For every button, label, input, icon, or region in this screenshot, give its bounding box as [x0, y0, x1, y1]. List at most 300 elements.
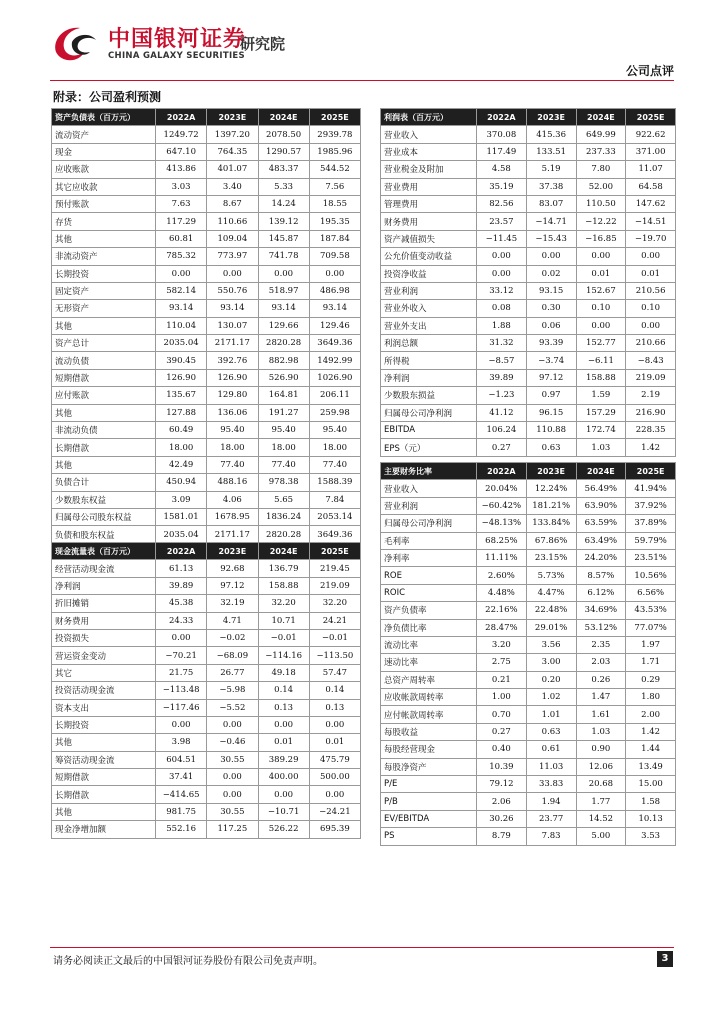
row-label: 应付帐款周转率	[381, 706, 477, 723]
table-row	[381, 317, 676, 334]
value-cell: −14.71	[526, 213, 576, 230]
report-type: 公司点评	[625, 64, 674, 78]
row-label: 长期借款	[52, 439, 156, 456]
value-cell: 126.90	[207, 369, 258, 386]
value-cell: 33.83	[526, 776, 576, 793]
row-label: 资产负债率	[381, 602, 477, 619]
row-label: 营业成本	[381, 143, 477, 160]
value-cell: 401.07	[207, 161, 258, 178]
table-row	[52, 769, 361, 786]
row-label: 其他	[52, 456, 156, 473]
value-cell: 544.52	[309, 161, 360, 178]
table-row	[381, 248, 676, 265]
value-cell: 0.30	[526, 300, 576, 317]
table-title-cell: 资产负债表（百万元）	[52, 109, 156, 126]
value-cell: 63.49%	[576, 532, 626, 549]
value-cell: 1.77	[576, 793, 626, 810]
value-cell: 709.58	[309, 248, 360, 265]
value-cell: 3.40	[207, 178, 258, 195]
value-cell: 133.84%	[526, 515, 576, 532]
value-cell: 11.03	[526, 758, 576, 775]
value-cell: 15.00	[626, 776, 676, 793]
table-row	[52, 248, 361, 265]
value-cell: 3.03	[156, 178, 207, 195]
year-header-cell: 2024E	[258, 109, 309, 126]
row-label: 无形资产	[52, 300, 156, 317]
value-cell: 978.38	[258, 474, 309, 491]
value-cell: 0.00	[526, 248, 576, 265]
value-cell: 11.11%	[477, 549, 527, 566]
value-cell: 21.75	[156, 664, 207, 681]
value-cell: 106.24	[477, 422, 527, 439]
value-cell: 2078.50	[258, 126, 309, 143]
table-row	[52, 456, 361, 473]
balance-sheet-table	[51, 108, 361, 544]
row-label: 固定资产	[52, 282, 156, 299]
value-cell: 95.40	[207, 422, 258, 439]
value-cell: 370.08	[477, 126, 527, 143]
value-cell: 2035.04	[156, 526, 207, 543]
table-row	[381, 532, 676, 549]
row-label: 营业费用	[381, 178, 477, 195]
value-cell: −24.21	[309, 803, 360, 820]
value-cell: 8.57%	[576, 567, 626, 584]
row-label: P/B	[381, 793, 477, 810]
table-row	[381, 439, 676, 456]
table-row	[52, 422, 361, 439]
disclaimer-text: 请务必阅读正文最后的中国银河证券股份有限公司免责声明。	[53, 956, 323, 967]
value-cell: 93.14	[207, 300, 258, 317]
value-cell: 77.40	[207, 456, 258, 473]
value-cell: 389.29	[258, 751, 309, 768]
value-cell: −5.98	[207, 682, 258, 699]
row-label: 现金净增加额	[52, 821, 156, 838]
value-cell: 96.15	[526, 404, 576, 421]
row-label: 每股经营现金	[381, 741, 477, 758]
value-cell: 550.76	[207, 282, 258, 299]
value-cell: 33.12	[477, 282, 527, 299]
table-row	[52, 265, 361, 282]
value-cell: −113.48	[156, 682, 207, 699]
value-cell: 117.29	[156, 213, 207, 230]
value-cell: 2171.17	[207, 335, 258, 352]
table-row	[52, 317, 361, 334]
value-cell: 475.79	[309, 751, 360, 768]
value-cell: 0.97	[526, 387, 576, 404]
value-cell: 1.61	[576, 706, 626, 723]
row-label: PS	[381, 828, 477, 845]
row-label: 财务费用	[381, 213, 477, 230]
value-cell: 1.42	[626, 723, 676, 740]
value-cell: 126.90	[156, 369, 207, 386]
value-cell: 0.90	[576, 741, 626, 758]
institute-label: 研究院	[240, 35, 286, 53]
value-cell: 22.16%	[477, 602, 527, 619]
row-label: EPS（元）	[381, 439, 477, 456]
table-row	[52, 491, 361, 508]
value-cell: 42.49	[156, 456, 207, 473]
table-row	[52, 612, 361, 629]
value-cell: −11.45	[477, 230, 527, 247]
row-label: 资产减值损失	[381, 230, 477, 247]
value-cell: 11.07	[626, 161, 676, 178]
value-cell: −8.57	[477, 352, 527, 369]
row-label: 营业外收入	[381, 300, 477, 317]
value-cell: 216.90	[626, 404, 676, 421]
table-row	[381, 335, 676, 352]
value-cell: 172.74	[576, 422, 626, 439]
value-cell: 145.87	[258, 230, 309, 247]
value-cell: 0.40	[477, 741, 527, 758]
table-row	[52, 404, 361, 421]
table-row	[52, 751, 361, 768]
value-cell: 0.10	[576, 300, 626, 317]
table-row	[52, 195, 361, 212]
row-label: 其他	[52, 317, 156, 334]
value-cell: 6.12%	[576, 584, 626, 601]
value-cell: 1290.57	[258, 143, 309, 160]
value-cell: 2.06	[477, 793, 527, 810]
value-cell: 195.35	[309, 213, 360, 230]
year-header-cell: 2022A	[477, 463, 527, 480]
value-cell: 77.40	[258, 456, 309, 473]
value-cell: 0.00	[477, 248, 527, 265]
value-cell: 31.32	[477, 335, 527, 352]
value-cell: 7.83	[526, 828, 576, 845]
value-cell: 0.26	[576, 671, 626, 688]
value-cell: 5.65	[258, 491, 309, 508]
value-cell: −414.65	[156, 786, 207, 803]
value-cell: 0.00	[477, 265, 527, 282]
table-row	[381, 178, 676, 195]
table-row	[381, 352, 676, 369]
value-cell: 5.19	[526, 161, 576, 178]
value-cell: 206.11	[309, 387, 360, 404]
value-cell: 1492.99	[309, 352, 360, 369]
value-cell: 139.12	[258, 213, 309, 230]
value-cell: 13.49	[626, 758, 676, 775]
value-cell: 1.94	[526, 793, 576, 810]
value-cell: 60.81	[156, 230, 207, 247]
table-header-row	[381, 463, 676, 480]
value-cell: 0.00	[207, 716, 258, 733]
value-cell: 37.41	[156, 769, 207, 786]
value-cell: 117.25	[207, 821, 258, 838]
value-cell: 219.45	[309, 560, 360, 577]
table-row	[381, 654, 676, 671]
year-header-cell: 2023E	[526, 463, 576, 480]
value-cell: 109.04	[207, 230, 258, 247]
value-cell: 0.27	[477, 723, 527, 740]
footer-divider	[50, 947, 674, 948]
value-cell: 30.55	[207, 751, 258, 768]
value-cell: 582.14	[156, 282, 207, 299]
row-label: 营业利润	[381, 497, 477, 514]
value-cell: 3.53	[626, 828, 676, 845]
row-label: EBITDA	[381, 422, 477, 439]
table-row	[381, 143, 676, 160]
value-cell: −117.46	[156, 699, 207, 716]
value-cell: 37.89%	[626, 515, 676, 532]
value-cell: 0.00	[576, 317, 626, 334]
value-cell: 2.03	[576, 654, 626, 671]
row-label: 折旧摊销	[52, 595, 156, 612]
value-cell: −15.43	[526, 230, 576, 247]
table-row	[381, 810, 676, 827]
value-cell: 2.35	[576, 636, 626, 653]
table-row	[381, 369, 676, 386]
value-cell: 152.77	[576, 335, 626, 352]
year-header-cell: 2024E	[576, 463, 626, 480]
page-number: 3	[657, 951, 673, 967]
value-cell: 158.88	[576, 369, 626, 386]
value-cell: 24.20%	[576, 549, 626, 566]
row-label: EV/EBITDA	[381, 810, 477, 827]
row-label: 毛利率	[381, 532, 477, 549]
value-cell: 882.98	[258, 352, 309, 369]
value-cell: 41.94%	[626, 480, 676, 497]
table-row	[52, 716, 361, 733]
value-cell: 390.45	[156, 352, 207, 369]
table-row	[381, 758, 676, 775]
row-label: 净利率	[381, 549, 477, 566]
row-label: 经营活动现金流	[52, 560, 156, 577]
row-label: 归属母公司净利润	[381, 515, 477, 532]
year-header-cell: 2023E	[526, 109, 576, 126]
year-header-cell: 2023E	[207, 109, 258, 126]
table-row	[52, 369, 361, 386]
value-cell: 53.12%	[576, 619, 626, 636]
value-cell: 0.21	[477, 671, 527, 688]
value-cell: 1581.01	[156, 508, 207, 525]
value-cell: 773.97	[207, 248, 258, 265]
value-cell: 1678.95	[207, 508, 258, 525]
table-row	[381, 230, 676, 247]
value-cell: 93.14	[258, 300, 309, 317]
value-cell: 450.94	[156, 474, 207, 491]
brand-name-cn: 中国银河证券	[108, 27, 247, 52]
header-divider	[50, 80, 674, 81]
row-label: 公允价值变动收益	[381, 248, 477, 265]
value-cell: 93.39	[526, 335, 576, 352]
value-cell: 30.55	[207, 803, 258, 820]
row-label: 少数股东损益	[381, 387, 477, 404]
row-label: 存货	[52, 213, 156, 230]
table-row	[52, 699, 361, 716]
value-cell: 526.22	[258, 821, 309, 838]
table-row	[52, 352, 361, 369]
value-cell: 2171.17	[207, 526, 258, 543]
income-statement-table	[380, 108, 676, 457]
value-cell: 0.29	[626, 671, 676, 688]
value-cell: 0.00	[626, 248, 676, 265]
value-cell: 1026.90	[309, 369, 360, 386]
table-header-row	[52, 543, 361, 560]
table-row	[52, 300, 361, 317]
row-label: 少数股东权益	[52, 491, 156, 508]
value-cell: 83.07	[526, 195, 576, 212]
value-cell: 604.51	[156, 751, 207, 768]
value-cell: 49.18	[258, 664, 309, 681]
table-row	[381, 567, 676, 584]
table-row	[52, 126, 361, 143]
value-cell: 0.06	[526, 317, 576, 334]
value-cell: 486.98	[309, 282, 360, 299]
value-cell: 0.00	[309, 786, 360, 803]
value-cell: 0.63	[526, 439, 576, 456]
table-row	[381, 671, 676, 688]
value-cell: 152.67	[576, 282, 626, 299]
row-label: 应付账款	[52, 387, 156, 404]
table-row	[381, 776, 676, 793]
row-label: 筹资活动现金流	[52, 751, 156, 768]
value-cell: 695.39	[309, 821, 360, 838]
value-cell: 2939.78	[309, 126, 360, 143]
table-row	[52, 803, 361, 820]
value-cell: 0.01	[576, 265, 626, 282]
table-row	[381, 213, 676, 230]
value-cell: 95.40	[258, 422, 309, 439]
value-cell: 1.80	[626, 689, 676, 706]
value-cell: 647.10	[156, 143, 207, 160]
row-label: 投资损失	[52, 629, 156, 646]
table-row	[52, 143, 361, 160]
row-label: 其他	[52, 230, 156, 247]
value-cell: −0.01	[258, 629, 309, 646]
value-cell: 8.67	[207, 195, 258, 212]
table-row	[381, 404, 676, 421]
value-cell: 483.37	[258, 161, 309, 178]
row-label: 资本支出	[52, 699, 156, 716]
row-label: 所得税	[381, 352, 477, 369]
table-row	[381, 497, 676, 514]
table-row	[52, 682, 361, 699]
value-cell: 79.12	[477, 776, 527, 793]
value-cell: 741.78	[258, 248, 309, 265]
value-cell: 56.49%	[576, 480, 626, 497]
value-cell: 0.14	[309, 682, 360, 699]
value-cell: 1249.72	[156, 126, 207, 143]
value-cell: 0.70	[477, 706, 527, 723]
row-label: 营业利润	[381, 282, 477, 299]
table-row	[52, 230, 361, 247]
value-cell: 23.77	[526, 810, 576, 827]
table-row	[52, 560, 361, 577]
value-cell: 0.00	[309, 265, 360, 282]
table-row	[52, 526, 361, 543]
value-cell: 18.00	[207, 439, 258, 456]
value-cell: 649.99	[576, 126, 626, 143]
value-cell: 29.01%	[526, 619, 576, 636]
value-cell: 18.00	[258, 439, 309, 456]
row-label: 投资净收益	[381, 265, 477, 282]
value-cell: 1.71	[626, 654, 676, 671]
row-label: 短期借款	[52, 369, 156, 386]
value-cell: 110.66	[207, 213, 258, 230]
value-cell: 52.00	[576, 178, 626, 195]
value-cell: 7.63	[156, 195, 207, 212]
year-header-cell: 2025E	[309, 109, 360, 126]
row-label: 现金	[52, 143, 156, 160]
value-cell: 500.00	[309, 769, 360, 786]
value-cell: 18.00	[309, 439, 360, 456]
value-cell: 14.24	[258, 195, 309, 212]
value-cell: 0.00	[207, 786, 258, 803]
value-cell: 4.58	[477, 161, 527, 178]
value-cell: 30.26	[477, 810, 527, 827]
value-cell: 3.20	[477, 636, 527, 653]
row-label: P/E	[381, 776, 477, 793]
value-cell: 0.01	[309, 734, 360, 751]
value-cell: −0.02	[207, 629, 258, 646]
value-cell: 68.25%	[477, 532, 527, 549]
value-cell: −8.43	[626, 352, 676, 369]
value-cell: 526.90	[258, 369, 309, 386]
value-cell: 0.01	[626, 265, 676, 282]
value-cell: 37.92%	[626, 497, 676, 514]
value-cell: 164.81	[258, 387, 309, 404]
value-cell: 129.66	[258, 317, 309, 334]
row-label: 投资活动现金流	[52, 682, 156, 699]
value-cell: 0.20	[526, 671, 576, 688]
value-cell: −12.22	[576, 213, 626, 230]
row-label: 财务费用	[52, 612, 156, 629]
value-cell: 1.88	[477, 317, 527, 334]
row-label: 长期投资	[52, 716, 156, 733]
value-cell: 23.57	[477, 213, 527, 230]
brand-name-en: CHINA GALAXY SECURITIES	[108, 51, 245, 61]
value-cell: 129.46	[309, 317, 360, 334]
table-row	[381, 161, 676, 178]
table-row	[381, 422, 676, 439]
value-cell: −16.85	[576, 230, 626, 247]
value-cell: 0.02	[526, 265, 576, 282]
table-row	[381, 515, 676, 532]
table-row	[381, 741, 676, 758]
section-title: 附录：公司盈利预测	[53, 90, 162, 104]
value-cell: 43.53%	[626, 602, 676, 619]
value-cell: 413.86	[156, 161, 207, 178]
value-cell: 39.89	[477, 369, 527, 386]
year-header-cell: 2024E	[576, 109, 626, 126]
value-cell: 22.48%	[526, 602, 576, 619]
value-cell: 922.62	[626, 126, 676, 143]
value-cell: 82.56	[477, 195, 527, 212]
row-label: 长期投资	[52, 265, 156, 282]
value-cell: 24.33	[156, 612, 207, 629]
value-cell: 129.80	[207, 387, 258, 404]
value-cell: 1397.20	[207, 126, 258, 143]
value-cell: −48.13%	[477, 515, 527, 532]
value-cell: 237.33	[576, 143, 626, 160]
value-cell: −113.50	[309, 647, 360, 664]
row-label: 营业外支出	[381, 317, 477, 334]
value-cell: 77.40	[309, 456, 360, 473]
table-row	[52, 508, 361, 525]
value-cell: 127.88	[156, 404, 207, 421]
table-row	[381, 300, 676, 317]
value-cell: 26.77	[207, 664, 258, 681]
table-row	[381, 195, 676, 212]
table-title-cell: 利润表（百万元）	[381, 109, 477, 126]
table-title-cell: 主要财务比率	[381, 463, 477, 480]
row-label: 营业收入	[381, 480, 477, 497]
value-cell: 2053.14	[309, 508, 360, 525]
value-cell: 18.55	[309, 195, 360, 212]
value-cell: 135.67	[156, 387, 207, 404]
value-cell: 45.38	[156, 595, 207, 612]
row-label: 流动资产	[52, 126, 156, 143]
